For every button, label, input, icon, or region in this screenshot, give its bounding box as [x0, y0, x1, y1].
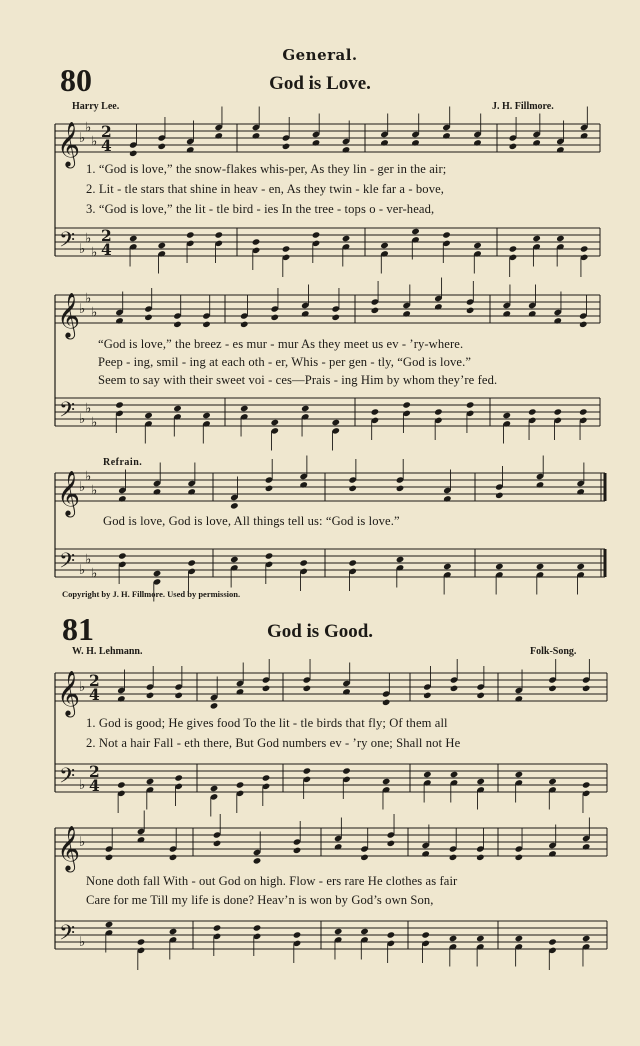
flat-sign-icon: ♭ [91, 305, 98, 321]
notehead [509, 143, 518, 150]
notehead [380, 242, 389, 249]
notehead [443, 495, 452, 502]
notehead [342, 146, 351, 153]
music-credit-81: Folk-Song. [530, 646, 577, 657]
notehead [312, 139, 321, 146]
notehead [476, 692, 485, 699]
notehead [265, 552, 274, 559]
notehead [553, 317, 562, 324]
flat-sign-icon: ♭ [79, 412, 86, 428]
notehead [202, 321, 211, 328]
notehead [548, 938, 557, 945]
notehead [187, 488, 196, 495]
notehead [210, 702, 219, 709]
notehead [371, 307, 380, 314]
notehead [157, 242, 166, 249]
treble-clef-icon: 𝄞 [57, 121, 81, 167]
notehead [265, 485, 274, 492]
notehead [262, 774, 271, 781]
notehead [423, 692, 432, 699]
notehead [495, 563, 504, 570]
notehead [371, 408, 380, 415]
time-signature-top: 2 [89, 672, 100, 690]
hymn-title-80: God is Love. [269, 73, 371, 94]
notehead [236, 781, 245, 788]
notehead [423, 771, 432, 778]
flat-sign-icon: ♭ [79, 935, 86, 951]
notehead [449, 935, 458, 942]
notehead [360, 928, 369, 935]
verse-line: Peep - ing, smil - ing at each oth - er, Whis - per gen - tly, “God is love.” [98, 355, 472, 369]
hymn-number-81: 81 [62, 611, 94, 647]
notehead [214, 231, 223, 238]
notehead [144, 412, 153, 419]
notehead [252, 238, 261, 245]
section-heading: General. [282, 46, 358, 64]
notehead [450, 771, 459, 778]
notehead [582, 935, 591, 942]
notehead [449, 854, 458, 861]
notehead [556, 146, 565, 153]
notehead [236, 688, 245, 695]
notehead [396, 556, 405, 563]
notehead [443, 563, 452, 570]
treble-clef-icon: 𝄞 [57, 670, 81, 716]
notehead [532, 139, 541, 146]
notehead [502, 310, 511, 317]
notehead [253, 924, 262, 931]
notehead [434, 408, 443, 415]
notehead [348, 559, 357, 566]
notehead [342, 235, 351, 242]
refrain-line: God is love, God is love, All things tell us: “God is love.” [103, 514, 400, 528]
notehead [169, 854, 178, 861]
notehead [115, 317, 124, 324]
notehead [334, 843, 343, 850]
notehead [582, 685, 591, 692]
notehead [382, 778, 391, 785]
notehead [476, 778, 485, 785]
notehead [466, 307, 475, 314]
flat-sign-icon: ♭ [91, 415, 98, 431]
bass-clef-icon: 𝄢 [59, 763, 76, 793]
notehead [118, 552, 127, 559]
notehead [473, 242, 482, 249]
notehead [312, 231, 321, 238]
verse-line: Care for me Till my life is done? Heav’n is won by God’s own Son, [86, 893, 434, 907]
notehead [299, 481, 308, 488]
notehead [213, 924, 222, 931]
notehead [380, 139, 389, 146]
notehead [509, 245, 518, 252]
notehead [129, 150, 138, 157]
treble-clef-icon: 𝄞 [57, 470, 81, 516]
verse-line: 2. Lit - tle stars that shine in heav - en, As they twin - kle far a - bove, [86, 182, 445, 196]
notehead [331, 419, 340, 426]
notehead [334, 928, 343, 935]
notehead [129, 235, 138, 242]
notehead [556, 235, 565, 242]
notehead [495, 492, 504, 499]
notehead [536, 481, 545, 488]
notehead [299, 559, 308, 566]
notehead [303, 767, 312, 774]
verse-line: “God is love,” the breez - es mur - mur As they meet us ev - ’ry-where. [98, 337, 464, 351]
notehead [331, 314, 340, 321]
flat-sign-icon: ♭ [79, 835, 86, 851]
notehead [553, 408, 562, 415]
flat-sign-icon: ♭ [85, 469, 92, 485]
notehead [580, 245, 589, 252]
hymn-number-80: 80 [60, 62, 92, 98]
time-signature-bottom: 4 [101, 241, 112, 259]
notehead [301, 405, 310, 412]
notehead [466, 401, 475, 408]
notehead [169, 928, 178, 935]
bass-clef-icon: 𝄢 [59, 227, 76, 257]
notehead [528, 310, 537, 317]
verse-line: Seem to say with their sweet voi - ces—Prais - ing Him by whom they’re fed. [98, 373, 498, 387]
notehead [515, 695, 524, 702]
flat-sign-icon: ♭ [85, 552, 92, 568]
notehead [576, 488, 585, 495]
notehead [442, 231, 451, 238]
notehead [342, 688, 351, 695]
notehead [382, 699, 391, 706]
notehead [282, 143, 291, 150]
notehead [450, 685, 459, 692]
notehead [210, 785, 219, 792]
notehead [476, 854, 485, 861]
notehead [186, 146, 195, 153]
flat-sign-icon: ♭ [79, 680, 86, 696]
music-credit-80: J. H. Fillmore. [492, 101, 554, 112]
time-signature-bottom: 4 [101, 137, 112, 155]
notehead [387, 840, 396, 847]
notehead [348, 485, 357, 492]
notehead [360, 854, 369, 861]
notehead [303, 685, 312, 692]
notehead [473, 139, 482, 146]
notehead [582, 843, 591, 850]
notehead [262, 685, 271, 692]
time-signature-top: 2 [101, 123, 112, 141]
notehead [579, 321, 588, 328]
notehead [187, 559, 196, 566]
flat-sign-icon: ♭ [79, 242, 86, 258]
notehead [402, 310, 411, 317]
notehead [230, 556, 239, 563]
notehead [502, 412, 511, 419]
treble-clef-icon: 𝄞 [57, 292, 81, 338]
notehead [293, 931, 302, 938]
notehead [153, 488, 162, 495]
bass-clef-icon: 𝄢 [59, 920, 76, 950]
notehead [293, 847, 302, 854]
notehead [105, 854, 114, 861]
notehead [536, 563, 545, 570]
notehead [396, 485, 405, 492]
flat-sign-icon: ♭ [79, 131, 86, 147]
notehead [528, 408, 537, 415]
notehead [117, 695, 126, 702]
notehead [153, 570, 162, 577]
notehead [515, 854, 524, 861]
notehead [282, 245, 291, 252]
hymn-title-81: God is Good. [266, 621, 374, 642]
notehead [582, 781, 591, 788]
notehead [137, 836, 146, 843]
flat-sign-icon: ♭ [91, 134, 98, 150]
time-signature-bottom: 4 [89, 686, 100, 704]
notehead [421, 850, 430, 857]
notehead [548, 685, 557, 692]
verse-line: 3. “God is love,” the lit - tle bird - ies In the tree - tops o - ver-head, [86, 202, 435, 216]
notehead [173, 321, 182, 328]
notehead [186, 231, 195, 238]
flat-sign-icon: ♭ [79, 480, 86, 496]
notehead [213, 840, 222, 847]
notehead [146, 778, 155, 785]
notehead [240, 405, 249, 412]
notehead [548, 778, 557, 785]
flat-sign-icon: ♭ [91, 245, 98, 261]
notehead [252, 132, 261, 139]
words-credit-81: W. H. Lehmann. [72, 646, 143, 657]
bass-clef-icon: 𝄢 [59, 397, 76, 427]
notehead [137, 938, 146, 945]
treble-clef-icon: 𝄞 [57, 825, 81, 871]
flat-sign-icon: ♭ [85, 231, 92, 247]
notehead [301, 310, 310, 317]
notehead [387, 931, 396, 938]
notehead [144, 314, 153, 321]
notehead [548, 850, 557, 857]
words-credit-80: Harry Lee. [72, 101, 120, 112]
flat-sign-icon: ♭ [85, 291, 92, 307]
notehead [342, 767, 351, 774]
notehead [174, 692, 183, 699]
verse-line: None doth fall With - out God on high. Flow - ers rare He clothes as fair [86, 874, 458, 888]
time-signature-bottom: 4 [89, 777, 100, 795]
notehead [579, 408, 588, 415]
notehead [576, 563, 585, 570]
notehead [240, 321, 249, 328]
time-signature-top: 2 [101, 227, 112, 245]
flat-sign-icon: ♭ [79, 302, 86, 318]
notehead [532, 235, 541, 242]
notehead [515, 771, 524, 778]
notehead [174, 774, 183, 781]
notehead [476, 935, 485, 942]
notehead [230, 502, 239, 509]
notehead [202, 412, 211, 419]
notehead [442, 132, 451, 139]
notehead [214, 132, 223, 139]
notehead [146, 692, 155, 699]
time-signature-top: 2 [89, 763, 100, 781]
flat-sign-icon: ♭ [79, 778, 86, 794]
flat-sign-icon: ♭ [79, 563, 86, 579]
flat-sign-icon: ♭ [91, 566, 98, 582]
refrain-label: Refrain. [103, 457, 143, 468]
notehead [434, 303, 443, 310]
notehead [270, 419, 279, 426]
notehead [270, 314, 279, 321]
notehead [173, 405, 182, 412]
notehead [411, 139, 420, 146]
verse-line: 2. Not a hair Fall - eth there, But God numbers ev - ’ry one; Shall not He [86, 736, 461, 750]
notehead [117, 781, 126, 788]
flat-sign-icon: ♭ [85, 401, 92, 417]
flat-sign-icon: ♭ [85, 120, 92, 136]
notehead [253, 857, 262, 864]
notehead [157, 143, 166, 150]
notehead [515, 935, 524, 942]
notehead [580, 132, 589, 139]
notehead [421, 931, 430, 938]
verse-line: 1. God is good; He gives food To the lit - tle birds that fly; Of them all [86, 716, 448, 730]
bass-clef-icon: 𝄢 [59, 548, 76, 578]
notehead [411, 228, 420, 235]
notehead [402, 401, 411, 408]
flat-sign-icon: ♭ [91, 483, 98, 499]
notehead [118, 495, 127, 502]
verse-line: 1. “God is love,” the snow-flakes whis-per, As they lin - ger in the air; [86, 162, 447, 176]
notehead [105, 921, 114, 928]
notehead [115, 401, 124, 408]
copyright-notice: Copyright by J. H. Fillmore. Used by permission. [62, 589, 241, 599]
